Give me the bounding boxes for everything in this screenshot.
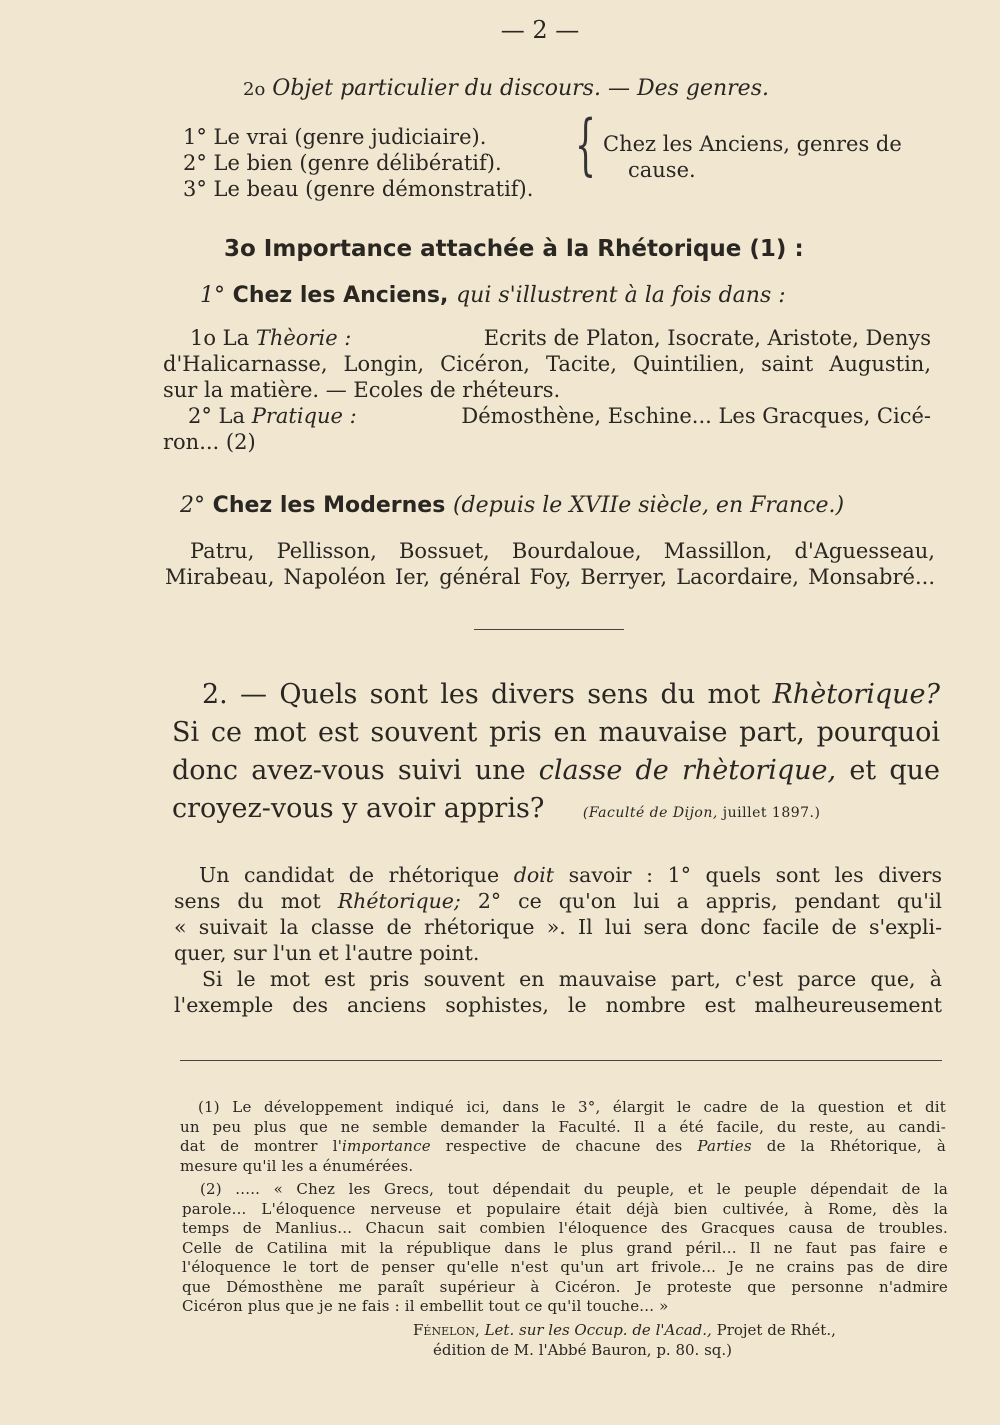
- subheading-tail: qui s'illustrent à la fois dans :: [456, 283, 786, 308]
- footnote-line: mesure qu'il les a énumérées.: [180, 1156, 414, 1175]
- theorie-lead: 1o La: [190, 326, 250, 350]
- modernes-line: Patru, Pellisson, Bossuet, Bourdaloue, Massillon, d'Aguesseau,: [190, 539, 935, 563]
- modernes-line: Mirabeau, Napoléon Ier, général Foy, Berryer, Lacordaire, Monsabré...: [165, 565, 935, 589]
- answer-line: Si le mot est pris souvent en mauvaise part, c'est parce que, à: [202, 967, 942, 991]
- subheading-number: 1°: [200, 283, 225, 308]
- footnote-line: Cicéron plus que je ne fais : il embellit tout ce qu'il touche... »: [182, 1297, 669, 1315]
- footnote-text: de la Rhétorique, à: [766, 1137, 946, 1155]
- answer-text: 2° ce qu'on lui a appris, pendant qu'il: [477, 889, 942, 913]
- subheading-anciens: [200, 283, 786, 308]
- source-text: Dijon,: [672, 805, 718, 821]
- footnote-line: que Démosthène me paraît supérieur à Cicéron. Je proteste que personne n'admire: [182, 1277, 948, 1296]
- subheading-modernes: [180, 493, 844, 518]
- answer-text: Un candidat de rhétorique: [199, 863, 500, 887]
- theorie-line: sur la matière. — Ecoles de rhéteurs.: [163, 378, 561, 402]
- curly-brace: {: [575, 106, 596, 183]
- source-text: (Faculté de: [582, 805, 668, 821]
- theorie-label: Thèorie :: [255, 326, 352, 350]
- footnote-line: Celle de Catilina mit la république dans le plus grand péril... Il ne faut pas faire e: [182, 1238, 948, 1257]
- question-line: Si ce mot est souvent pris en mauvaise part, pourquoi: [172, 717, 940, 748]
- answer-emph: Rhétorique;: [337, 889, 461, 913]
- pratique-line: Démosthène, Eschine... Les Gracques, Cicé-: [461, 404, 931, 428]
- attribution-author: Fénelon,: [413, 1321, 480, 1339]
- footnote-text: dat de montrer l': [180, 1137, 343, 1155]
- attribution-work: Let. sur les Occup. de l'Acad.,: [484, 1321, 712, 1339]
- paragraph-theorie: [163, 325, 931, 403]
- text-line: [163, 403, 931, 429]
- pratique-line: ron... (2): [163, 430, 256, 454]
- section-heading-importance: 3o Importance attachée à la Rhétorique (1) :: [224, 236, 804, 262]
- brace-note-line: cause.: [628, 158, 696, 182]
- footnote-1: [180, 1098, 946, 1176]
- genre-item: 1° Le vrai (genre judiciaire).: [183, 125, 487, 149]
- answer-line: quer, sur l'un et l'autre point.: [174, 941, 480, 965]
- question-term: classe de rhètorique,: [538, 755, 837, 786]
- subheading-text: Chez les Modernes: [212, 493, 446, 518]
- question-text: 2. — Quels sont les divers sens du mot: [202, 679, 761, 710]
- answer-line: « suivait la classe de rhétorique ». Il lui sera donc facile de s'expli-: [174, 915, 942, 939]
- answer-text: sens du mot: [174, 889, 321, 913]
- attribution-text: Projet de Rhét.,: [716, 1321, 836, 1339]
- paragraph-pratique: [163, 403, 931, 455]
- footnote-2: [182, 1180, 948, 1317]
- text-line: [163, 325, 931, 351]
- question-source: [583, 805, 821, 821]
- question-text: et que: [849, 755, 940, 786]
- subheading-tail: (depuis le XVIIe siècle, en France.): [452, 493, 845, 518]
- answer-line: [174, 888, 942, 914]
- pratique-label: Pratique :: [251, 404, 357, 428]
- answer-paragraph: [174, 862, 942, 1018]
- attribution-line: édition de M. l'Abbé Bauron, p. 80. sq.): [433, 1341, 733, 1359]
- footnote-emph: importance: [342, 1137, 431, 1155]
- page-number: — 2 —: [500, 16, 580, 44]
- question-term: Rhètorique?: [772, 679, 941, 710]
- section-title-objet: [243, 76, 769, 101]
- footnote-separator: [180, 1060, 942, 1061]
- attribution-line: [413, 1320, 836, 1340]
- subheading-text: Chez les Anciens,: [232, 283, 449, 308]
- footnote-emph: Parties: [697, 1137, 752, 1155]
- theorie-line: Ecrits de Platon, Isocrate, Aristote, Denys: [483, 326, 931, 350]
- question-text: donc avez-vous suivi une: [172, 755, 526, 786]
- genre-item: 2° Le bien (genre délibératif).: [183, 151, 502, 175]
- footnote-line: (2) ..... « Chez les Grecs, tout dépendait du peuple, et le peuple dépendait de la: [200, 1180, 948, 1198]
- source-date: juillet 1897.): [722, 805, 821, 821]
- subheading-number: 2°: [180, 493, 205, 518]
- footnote-line: temps de Manlius... Chacun sait combien l'éloquence des Gracques causa de troubles.: [182, 1219, 948, 1237]
- footnote-line: [180, 1137, 946, 1157]
- text-span: [188, 403, 357, 429]
- text-span: [190, 325, 351, 351]
- answer-line: l'exemple des anciens sophistes, le nombre est malheureusement: [174, 993, 942, 1017]
- brace-note: [603, 131, 902, 183]
- question-line: [172, 752, 940, 790]
- paragraph-modernes: [165, 538, 935, 590]
- section-title-text: Objet particulier du discours. — Des genres.: [272, 76, 769, 101]
- exam-question: [172, 676, 940, 832]
- separator-rule: [474, 629, 624, 630]
- question-line: [172, 790, 940, 832]
- brace-note-line: Chez les Anciens, genres de: [603, 132, 902, 156]
- genre-item: 3° Le beau (genre démonstratif).: [183, 177, 534, 201]
- section-number: 2o: [243, 79, 266, 100]
- genres-list: [183, 124, 533, 202]
- theorie-line: d'Halicarnasse, Longin, Cicéron, Tacite, Quintilien, saint Augustin,: [163, 352, 931, 376]
- footnote-text: respective de chacune des: [445, 1137, 683, 1155]
- question-text: croyez-vous y avoir appris?: [172, 793, 545, 824]
- footnote-line: l'éloquence le tort de penser qu'elle n'est qu'un art frivole... Je ne crains pas de dire: [182, 1258, 948, 1276]
- footnote-attribution: [413, 1320, 836, 1360]
- footnote-line: parole... L'éloquence nerveuse et populaire était déjà bien cultivée, à Rome, dès la: [182, 1199, 948, 1218]
- answer-line: [174, 862, 942, 888]
- answer-emph: doit: [513, 863, 554, 887]
- question-line: [172, 676, 940, 714]
- footnote-line: un peu plus que ne semble demander la Faculté. Il a été facile, du reste, au candi-: [180, 1117, 946, 1136]
- answer-text: savoir : 1° quels sont les divers: [568, 863, 942, 887]
- pratique-lead: 2° La: [188, 404, 246, 428]
- footnote-line: (1) Le développement indiqué ici, dans le 3°, élargit le cadre de la question et dit: [198, 1098, 946, 1116]
